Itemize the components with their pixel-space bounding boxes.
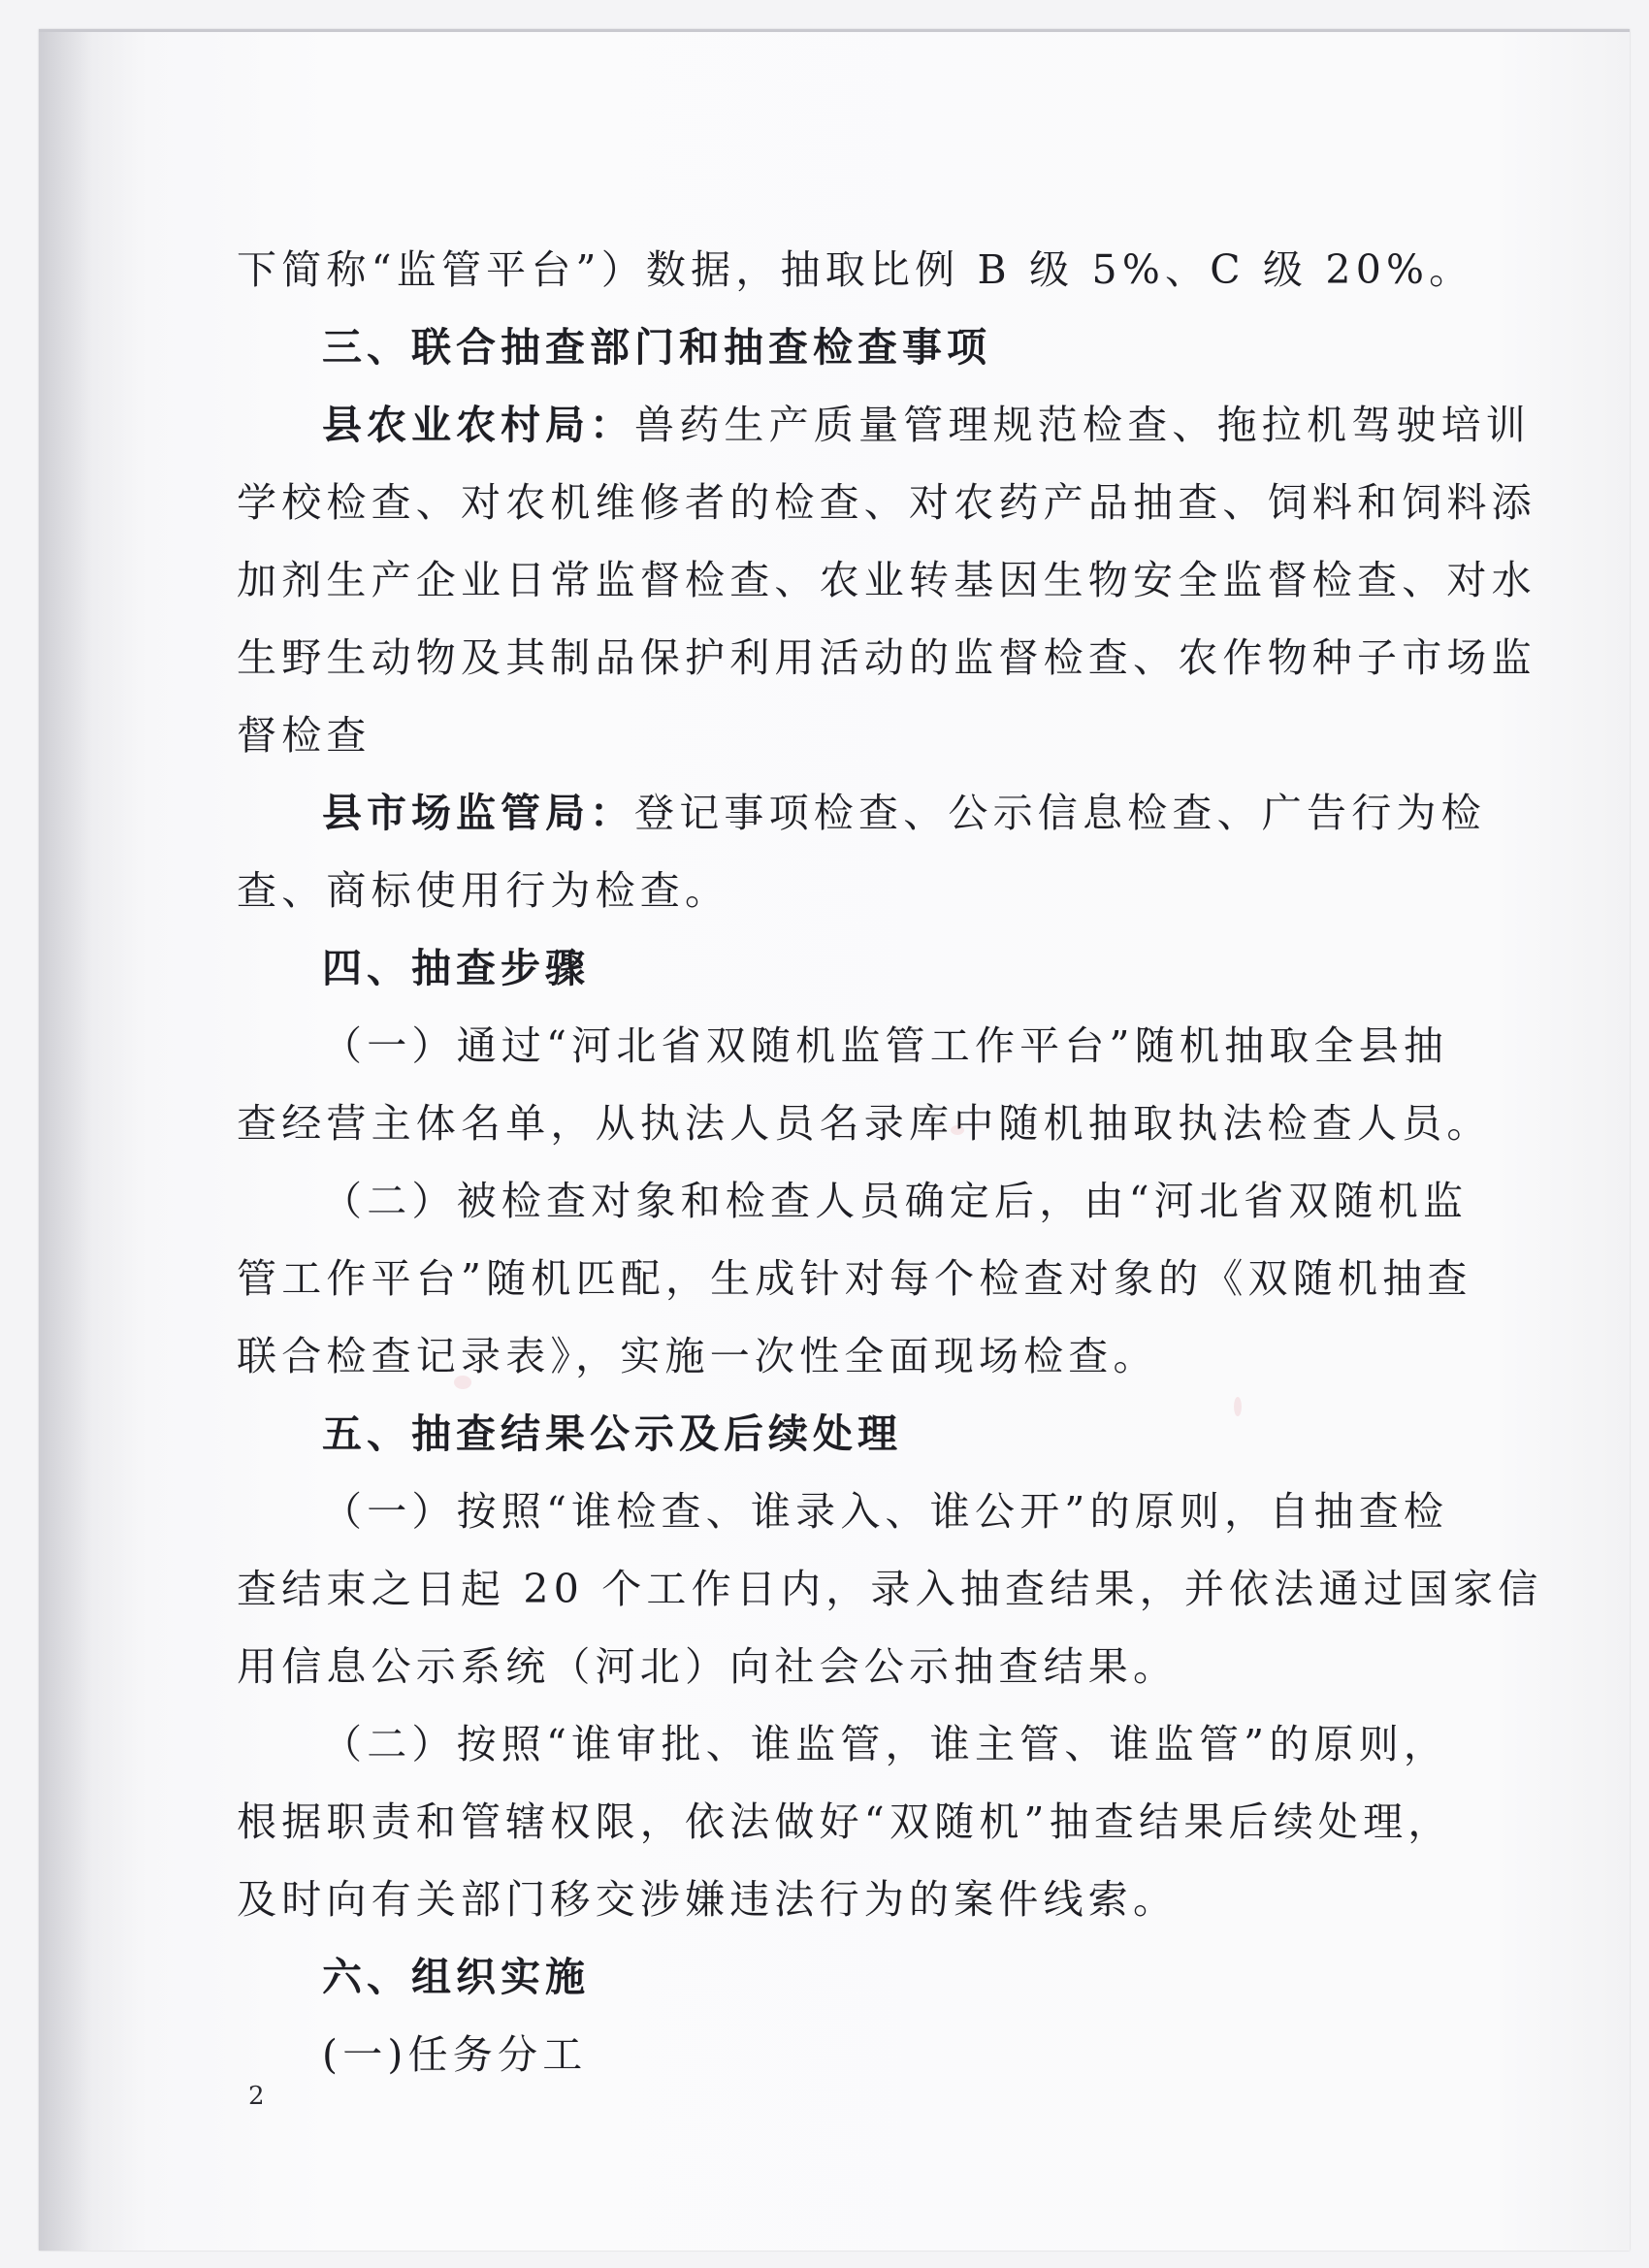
ink-smudge: [1234, 1397, 1242, 1416]
body-line-market-1: [322, 790, 1486, 836]
body-line-result-1a: （一）按照“谁检查、谁录入、谁公开”的原则，自抽查检: [322, 1488, 1449, 1535]
dept-agriculture-text: 兽药生产质量管理规范检查、拖拉机驾驶培训: [634, 402, 1531, 448]
body-line-agri-1: [322, 402, 1531, 448]
body-line-agri-2: 学校检查、对农机维修者的检查、对农药产品抽查、饲料和饲料添: [237, 479, 1536, 526]
body-line-step-1a: （一）通过“河北省双随机监管工作平台”随机抽取全县抽: [322, 1022, 1449, 1069]
body-line-step-1b: 查经营主体名单，从执法人员名录库中随机抽取执法检查人员。: [237, 1100, 1492, 1147]
body-line-agri-4: 生野生动物及其制品保护利用活动的监督检查、农作物种子市场监: [237, 634, 1536, 681]
body-line-step-2b: 管工作平台”随机匹配，生成针对每个检查对象的《双随机抽查: [237, 1255, 1472, 1302]
body-line-agri-3: 加剂生产企业日常监督检查、农业转基因生物安全监督检查、对水: [237, 557, 1536, 603]
body-line-agri-5: 督检查: [237, 712, 372, 759]
body-line-step-2c: 联合检查记录表》，实施一次性全面现场检查。: [237, 1333, 1158, 1379]
body-line-1: 下简称“监管平台”）数据，抽取比例 B 级 5%、C 级 20%。: [237, 246, 1474, 293]
subsection-task-division: (一)任务分工: [322, 2031, 588, 2078]
body-line-market-2: 查、商标使用行为检查。: [237, 867, 730, 914]
body-line-step-2a: （二）被检查对象和检查人员确定后，由“河北省双随机监: [322, 1178, 1469, 1224]
section-heading-4: 四、抽查步骤: [322, 945, 590, 991]
section-heading-6: 六、组织实施: [322, 1954, 590, 2000]
dept-label-market: 县市场监管局：: [322, 790, 634, 836]
body-line-result-2b: 根据职责和管辖权限，依法做好“双随机”抽查结果后续处理，: [237, 1798, 1453, 1845]
dept-market-text: 登记事项检查、公示信息检查、广告行为检: [634, 790, 1486, 836]
section-heading-5: 五、抽查结果公示及后续处理: [322, 1410, 902, 1457]
body-line-result-1b: 查结束之日起 20 个工作日内，录入抽查结果，并依法通过国家信: [237, 1566, 1543, 1612]
body-line-result-2a: （二）按照“谁审批、谁监管，谁主管、谁监管”的原则，: [322, 1721, 1449, 1767]
binding-shadow: [39, 29, 146, 2251]
body-line-result-2c: 及时向有关部门移交涉嫌违法行为的案件线索。: [237, 1876, 1179, 1923]
page-number: 2: [248, 2082, 265, 2111]
paper-top-edge: [39, 29, 1630, 32]
body-line-result-1c: 用信息公示系统（河北）向社会公示抽查结果。: [237, 1643, 1179, 1690]
section-heading-3: 三、联合抽查部门和抽查检查事项: [322, 324, 991, 371]
dept-label-agriculture: 县农业农村局：: [322, 402, 634, 448]
